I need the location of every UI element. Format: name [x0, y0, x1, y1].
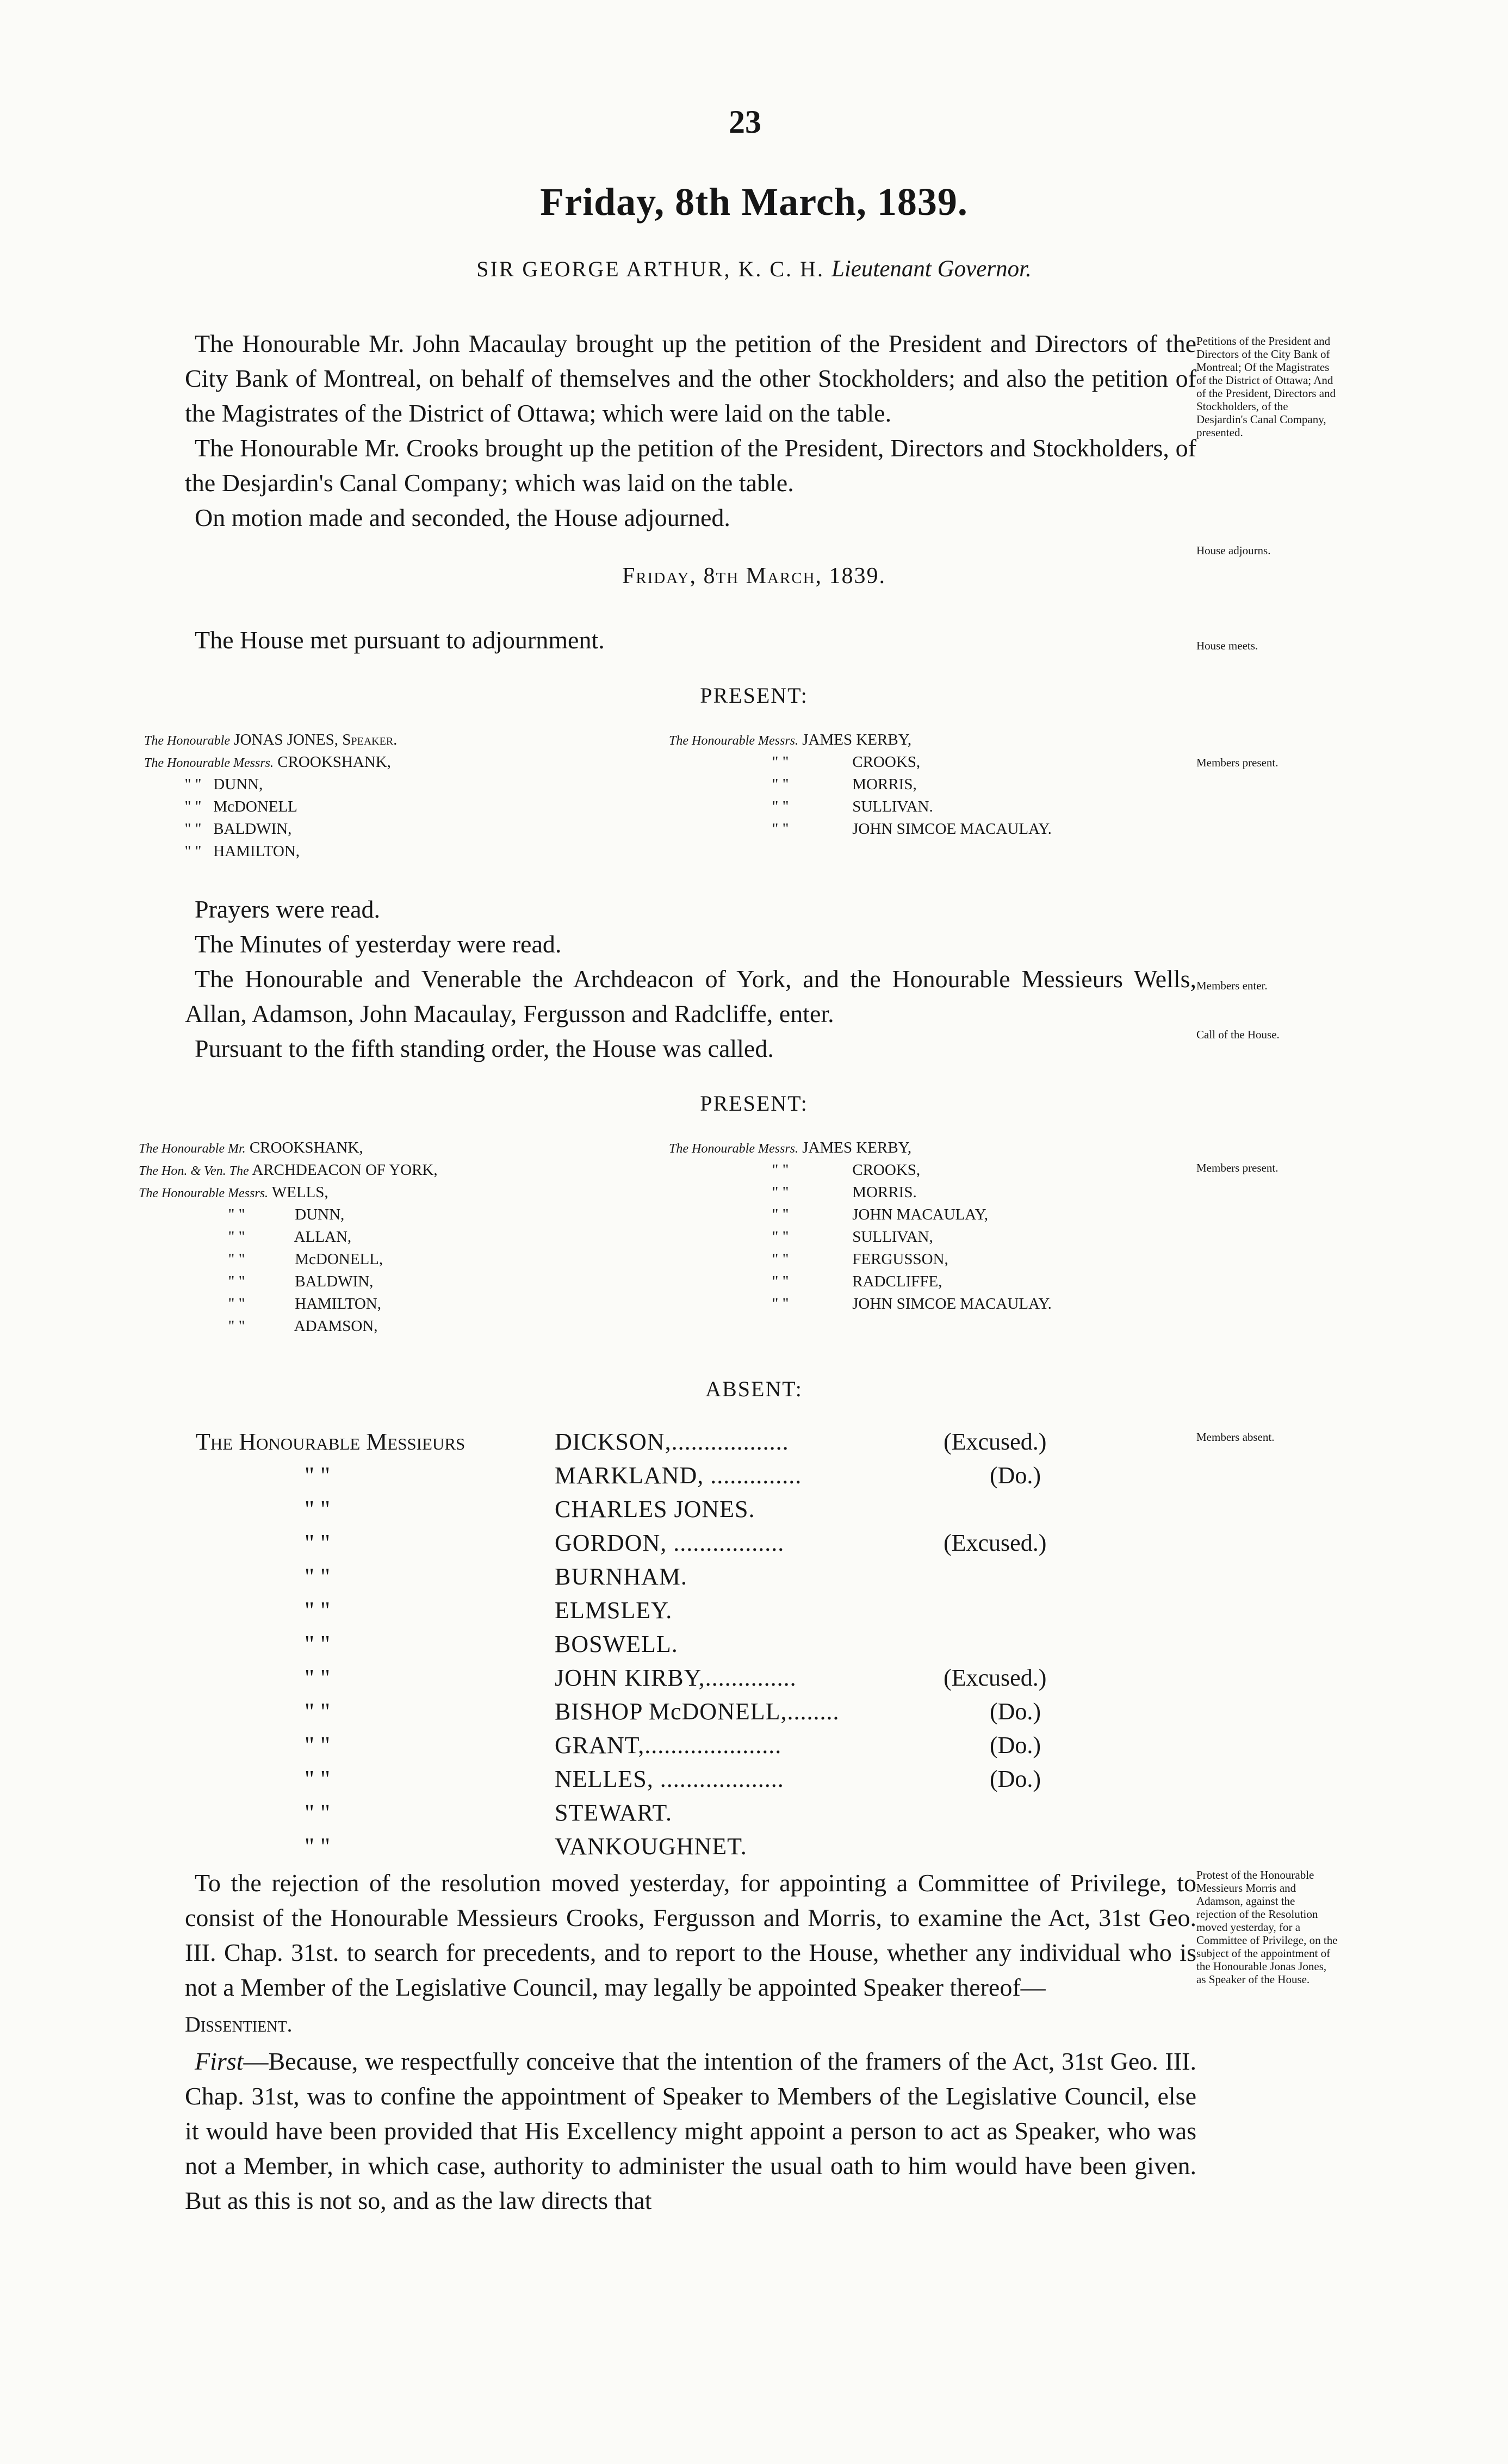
- list-item: " " JOHN SIMCOE MACAULAY.: [772, 1295, 1052, 1313]
- list-item: " " DUNN,: [228, 1206, 345, 1223]
- margin-note: House adjourns.: [1196, 544, 1271, 557]
- first-reason-lead: First: [195, 2047, 244, 2075]
- list-item: " " BALDWIN,: [228, 1273, 374, 1290]
- present-list-1-left: [144, 729, 397, 863]
- list-item: " " MORRIS,: [772, 776, 917, 793]
- list-item: " " McDONELL,: [228, 1250, 383, 1268]
- list-item: " " SULLIVAN.: [772, 798, 933, 815]
- present-heading-2: PRESENT:: [700, 1091, 808, 1116]
- list-item: " " JOHN MACAULAY,: [772, 1206, 989, 1223]
- list-item: The Honourable Messrs. CROOKSHANK,: [144, 753, 391, 771]
- opening-paragraphs: [185, 326, 1196, 535]
- list-item: " " FERGUSSON,: [772, 1250, 948, 1268]
- date-title: Friday, 8th March, 1839.: [540, 180, 968, 224]
- list-item: " " JOHN SIMCOE MACAULAY.: [772, 820, 1052, 838]
- margin-note: Protest of the Honourable Messieurs Morris and Adamson, against the rejection of the Resolution moved yesterday, for a Committee of Privilege, on the subject of the appointment of the Honourable Jonas Jones, as Speaker of the House.: [1196, 1868, 1338, 1986]
- list-item: The Honourable Messrs. JAMES KERBY,: [669, 731, 912, 748]
- present-heading-1: PRESENT:: [700, 683, 808, 708]
- margin-note: Members absent.: [1196, 1431, 1275, 1444]
- paragraph-prayers: Prayers were read.: [195, 895, 380, 923]
- protest-section: [185, 1866, 1196, 2218]
- list-item: " " HAMILTON,: [228, 1295, 381, 1313]
- protest-paragraph: To the rejection of the resolution moved yesterday, for appointing a Committee of Privilege, to consist of the Honourable Messieurs Crooks, Fergusson and Morris, to examine the Act, 31st Geo. III. Chap. 31st. to search for precedents, and to report to the House, whether any individual who is not a Member of the Legislative Council, may legally be appointed Speaker thereof—: [185, 1869, 1196, 2001]
- list-item: " " BALDWIN,: [184, 820, 292, 838]
- list-item: The Honourable Messrs. JAMES KERBY,: [669, 1139, 912, 1156]
- house-met-text: The House met pursuant to adjournment.: [195, 626, 605, 654]
- margin-note: Petitions of the President and Directors of the City Bank of Montreal; Of the Magistrates of the District of Ottawa; And of the President, Directors and Stockholders, of the Desjardin's Canal Company, presented.: [1196, 335, 1336, 439]
- list-item: " " McDONELL: [184, 798, 297, 815]
- list-item: " " MORRIS.: [772, 1184, 917, 1201]
- list-item: " " ADAMSON,: [228, 1317, 378, 1335]
- dissentient-label: Dissentient.: [185, 2012, 293, 2036]
- second-date-heading: Friday, 8th March, 1839.: [622, 564, 886, 589]
- first-reason: [185, 2044, 1196, 2218]
- paragraph-minutes: The Minutes of yesterday were read.: [195, 930, 562, 958]
- page-number: 23: [729, 104, 761, 140]
- list-item: The Hon. & Ven. The ARCHDEACON OF YORK,: [139, 1161, 438, 1179]
- list-item: " " SULLIVAN,: [772, 1228, 933, 1246]
- list-item: The Honourable Messrs. WELLS,: [139, 1184, 328, 1201]
- paragraph-petition-canal: The Honourable Mr. Crooks brought up the petition of the President, Directors and Stockholders, of the Desjardin's Canal Company; which was laid on the table.: [185, 434, 1196, 497]
- list-item: The Honourable JONAS JONES, Speaker.: [144, 731, 398, 748]
- list-item: The Honourable Mr. CROOKSHANK,: [139, 1139, 363, 1156]
- paragraph-call-house: Pursuant to the fifth standing order, the House was called.: [195, 1035, 774, 1062]
- margin-note: Members present.: [1196, 1161, 1279, 1174]
- present-list-2-right: [669, 1137, 1052, 1315]
- mid-paragraphs: [185, 892, 1196, 1066]
- present-list-1-right: [669, 729, 1052, 840]
- list-item: " " CROOKS,: [772, 753, 921, 771]
- margin-note: Members enter.: [1196, 979, 1268, 992]
- absent-heading: ABSENT:: [705, 1377, 803, 1401]
- journal-page: 23 Friday, 8th March, 1839. SIR GEORGE ARTHUR, K. C. H. Lieutenant Governor. The Honourable Mr. John Macaulay brought up the petition of the President and Directors of the City Bank of Montreal, on behalf of themselves and the other Stockholders; and also the petition of the Magistrates of the District of Ottawa; which were laid on the table. The Honourable Mr. Crooks brought up the petition of the President, Directors and Stockholders, of the Desjardin's Canal Company; which was laid on the table. On motion made and seconded, the House adjourned. Friday, 8th March, 1839. The House met pursuant to adjournment. PRESENT: The Honourable JONAS JONES, Speaker. The Honourable Messrs. CROOKSHANK, " " DUNN, " " McDONELL " " BALDWIN, " " HAMILTON, The Honourable Messrs. JAMES KERBY, " " CROOKS, " " MORRIS, " " SULLIVAN. " " JOHN SIMCOE MACAULAY. Prayers were read. The Minutes of yesterday were read. The Honourable and Venerable the Archdeacon of York, and the Honourable Messieurs Wells, Allan, Adamson, John Macaulay, Fergusson and Radcliffe, enter. Pursuant to the fifth standing order, the House was called. PRESENT: The Honourable Mr. CROOKSHANK, The Hon. & Ven. The ARCHDEACON OF YORK, The Honourable Messrs. WELLS, " " DUNN, " " ALLAN, " " McDONELL, " " BALDWIN, " " HAMILTON, " " ADAMSON, The Honourable Messrs. JAMES KERBY, " " CROOKS, " " MORRIS. " " JOHN MACAULAY, " " SULLIVAN, " " FERGUSSON, " " RADCLIFFE, " " JOHN SIMCOE MACAULAY. ABSENT: The Honourable Messieurs DICKSON,.................. (Excused.) " " MARKLAND, .............. (Do.) " " CHARLES JONES. " " GORDON, ................. (Excused.) " " BURNHAM. " " ELMSLEY. " " BOSWELL. " " JOHN KIRBY,.............. (Excused.) " " BISHOP McDONELL,........ (Do.) " " GRANT,..................... (Do.) " " NELLES, ................... (Do.) " " STEWART. " " VANKOUGHNET. To the rejection of the resolution moved yesterday, for appointing a Committee of Privilege, to consist of the Honourable Messieurs Crooks, Fergusson and Morris, to examine the Act, 31st Geo. III. Chap. 31st. to search for precedents, and to report to the House, whether any individual who is not a Member of the Legislative Council, may legally be appointed Speaker thereof— Dissentient. First—Because, we respectfully conceive that the intention of the framers of the Act, 31st Geo. III. Chap. 31st, was to confine the appointment of Speaker to Members of the Legislative Council, else it would have been provided that His Excellency might appoint a person to act as Speaker, who was not a Member, in which case, authority to administer the usual oath to him would have been given. But as this is not so, and as the law directs that Petitions of the President and Directors of the City Bank of Montreal; Of the Magistrates of the District of Ottawa; And of the President, Directors and Stockholders, of the Desjardin's Canal Company, presented. House adjourns. House meets. Members present. Members enter. Call of the House. Members present. Members absent. Protest of the Honourable Messieurs Morris and Adamson, against the rejection of the Resolution moved yesterday, for a Committee of Privilege, on the subject of the appointment of the Honourable Jonas Jones, as Speaker of the House.: [0, 0, 1508, 2464]
- margin-note: House meets.: [1196, 639, 1258, 652]
- list-item: " " DUNN,: [184, 776, 263, 793]
- governor-name: SIR GEORGE ARTHUR, K. C. H.: [476, 257, 824, 281]
- first-reason-text: —Because, we respectfully conceive that the intention of the framers of the Act, 31st Geo. III. Chap. 31st, was to confine the appointment of Speaker to Members of the Legislative Council, else it would have been provided that His Excellency might appoint a person to act as Speaker, who was not a Member, in which case, authority to administer the usual oath to him would have been given. But as this is not so, and as the law directs that: [185, 2047, 1196, 2214]
- governor-title: Lieutenant Governor.: [831, 256, 1032, 282]
- margin-note: Call of the House.: [1196, 1028, 1280, 1041]
- present-list-2-left: [139, 1137, 438, 1338]
- paragraph-members-enter: The Honourable and Venerable the Archdeacon of York, and the Honourable Messieurs Wells, Allan, Adamson, John Macaulay, Fergusson and Radcliffe, enter.: [185, 965, 1196, 1027]
- paragraph-petition-bank: The Honourable Mr. John Macaulay brought up the petition of the President and Directors of the City Bank of Montreal, on behalf of themselves and the other Stockholders; and also the petition of the Magistrates of the District of Ottawa; which were laid on the table.: [185, 330, 1196, 427]
- house-met-paragraph: [185, 623, 1196, 658]
- list-item: " " RADCLIFFE,: [772, 1273, 942, 1290]
- margin-note: Members present.: [1196, 756, 1279, 769]
- list-item: " " ALLAN,: [228, 1228, 352, 1246]
- list-item: " " CROOKS,: [772, 1161, 921, 1179]
- paragraph-adjourned: On motion made and seconded, the House adjourned.: [195, 504, 730, 531]
- governor-line: [0, 256, 1508, 282]
- list-item: " " HAMILTON,: [184, 843, 300, 860]
